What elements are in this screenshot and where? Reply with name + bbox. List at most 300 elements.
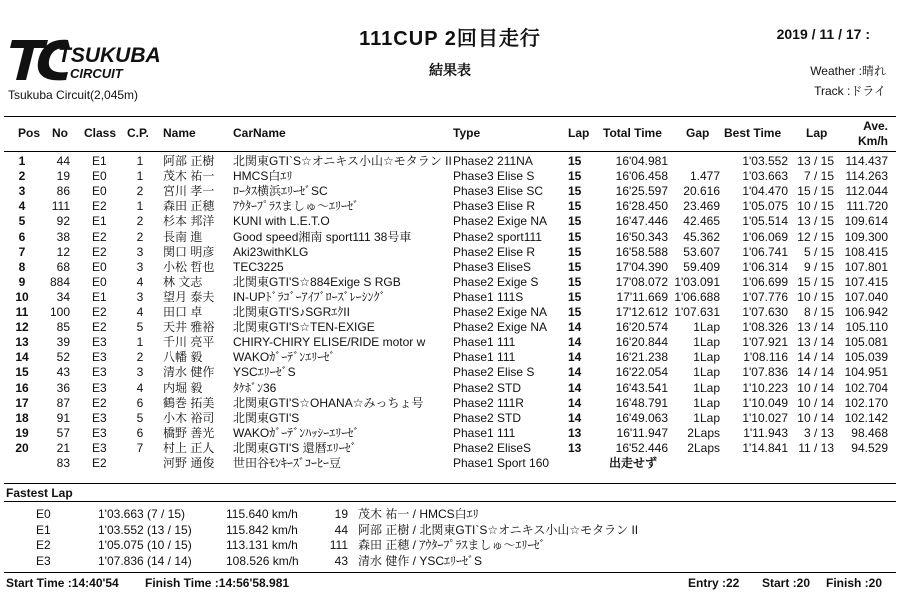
cell-no: 68 — [56, 259, 70, 274]
cell-blap: 3 / 13 — [803, 425, 834, 440]
cell-type: Phase2 Exige NA — [453, 305, 548, 319]
cell-no: 884 — [49, 274, 70, 289]
cell-lap: 14 — [568, 350, 582, 365]
cell-cls: E3 — [92, 350, 107, 365]
cell-cp: 1 — [136, 335, 144, 350]
page-subtitle: 結果表 — [429, 62, 471, 78]
cell-cls: E2 — [92, 305, 107, 319]
cell-blap: 9 / 15 — [803, 259, 834, 274]
cell-lap: 15 — [568, 289, 582, 304]
cell-best: 1'05.075 — [742, 199, 788, 214]
cell-car: WAKOｶﾞｰﾃﾞﾝﾊｯｼｰｴﾘｰｾﾞ — [233, 425, 360, 440]
cell-cls: E1 — [92, 154, 107, 168]
fastest-cell-cls: E3 — [36, 553, 51, 568]
cell-cls: E2 — [92, 395, 107, 410]
cell-total: 16'20.574 — [615, 320, 668, 335]
col-lap: Lap — [568, 126, 590, 140]
table-row — [0, 154, 900, 169]
cell-name: 森田 正穂 — [163, 199, 215, 214]
cell-gap: 1Lap — [693, 320, 720, 335]
cell-lap: 13 — [568, 425, 582, 440]
cell-type: Phase2 EliseS — [453, 440, 532, 455]
cell-car: YSCｴﾘｰｾﾞS — [233, 365, 296, 380]
cell-car: WAKOｶﾞｰﾃﾞﾝｴﾘｰｾﾞ — [233, 350, 336, 365]
cell-type: Phase2 STD — [453, 410, 522, 425]
cell-lap: 15 — [568, 244, 582, 259]
cell-lap: 14 — [568, 380, 582, 395]
cell-car: Good speed湘南 sport111 38号車 — [233, 229, 412, 244]
cell-lap: 15 — [568, 274, 582, 289]
cell-total: 16'49.063 — [615, 410, 668, 425]
cell-pos: 11 — [15, 305, 29, 319]
cell-name: 橋野 善光 — [163, 425, 215, 440]
cell-type: Phase2 211NA — [453, 154, 533, 168]
col-ave: Ave. — [863, 119, 888, 133]
cell-blap: 13 / 15 — [797, 154, 834, 168]
cell-gap: 53.607 — [683, 244, 720, 259]
fastest-lap-row — [0, 507, 900, 522]
cell-pos: 13 — [15, 335, 29, 350]
cell-gap: 59.409 — [683, 259, 720, 274]
cell-pos: 7 — [18, 244, 26, 259]
event-date: 2019 / 11 / 17 : — [776, 26, 870, 42]
cell-name: 長南 進 — [163, 229, 203, 244]
cell-gap: 42.465 — [683, 214, 720, 229]
cell-no: 44 — [56, 154, 70, 168]
cell-cp: 2 — [136, 350, 144, 365]
cell-pos: 1 — [18, 154, 26, 168]
fastest-cell-no: 43 — [334, 553, 348, 568]
cell-name: 杉本 邦洋 — [163, 214, 215, 229]
cell-total: 16'48.791 — [615, 395, 668, 410]
col-cp: C.P. — [127, 126, 149, 140]
cell-type: Phase1 111 — [453, 335, 516, 350]
cell-type: Phase1 111S — [453, 289, 524, 304]
table-row — [0, 456, 900, 471]
cell-ave: 107.801 — [844, 259, 888, 274]
table-row — [0, 305, 900, 320]
start-count: Start :20 — [762, 576, 811, 590]
cell-car: ｱｳﾀｰﾌﾟﾗｽましゅ～ｴﾘｰｾﾞ — [233, 199, 360, 214]
cell-total: 17'08.072 — [615, 274, 668, 289]
cell-gap: 1Lap — [693, 395, 720, 410]
table-row — [0, 426, 900, 441]
cell-cls: E3 — [92, 440, 107, 455]
cell-ave: 106.942 — [844, 305, 888, 319]
cell-no: 85 — [56, 320, 70, 335]
cell-pos: 16 — [15, 380, 29, 395]
cell-cls: E3 — [92, 425, 107, 440]
cell-cls: E3 — [92, 365, 107, 380]
cell-name: 関口 明彦 — [163, 244, 215, 259]
cell-name: 田口 卓 — [163, 305, 203, 319]
cell-ave: 109.614 — [844, 214, 888, 229]
cell-car: TEC3225 — [233, 259, 284, 274]
cell-cp: 2 — [136, 229, 144, 244]
cell-blap: 14 / 14 — [797, 365, 834, 380]
table-row — [0, 199, 900, 214]
cell-type: Phase2 sport111 — [453, 229, 542, 244]
col-kmh: Km/h — [858, 134, 888, 148]
col-carname: CarName — [233, 126, 286, 140]
cell-type: Phase3 Elise S — [453, 169, 535, 184]
cell-total: 16'52.446 — [615, 440, 668, 455]
cell-best: 1'10.027 — [742, 410, 788, 425]
cell-ave: 107.040 — [844, 289, 888, 304]
cell-lap: 15 — [568, 169, 582, 184]
col-name: Name — [163, 126, 196, 140]
cell-cp: 3 — [136, 365, 144, 380]
cell-name: 鶴巻 拓美 — [163, 395, 215, 410]
table-row — [0, 184, 900, 199]
cell-gap: 2Laps — [687, 440, 720, 455]
cell-car: 北関東GTI'S♪SGRｴｸII — [233, 305, 350, 319]
cell-name: 千川 亮平 — [163, 335, 215, 350]
table-row — [0, 320, 900, 335]
cell-no: 87 — [56, 395, 70, 410]
cell-no: 39 — [56, 335, 70, 350]
logo-text: TSUKUBA — [58, 44, 161, 67]
cell-cp: 1 — [136, 169, 144, 184]
cell-name: 清水 健作 — [163, 365, 215, 380]
cell-best: 1'10.223 — [742, 380, 788, 395]
cell-gap: 1'06.688 — [674, 289, 720, 304]
header-bottom-rule — [4, 151, 896, 152]
cell-lap: 14 — [568, 365, 582, 380]
table-row — [0, 441, 900, 456]
cell-total: 16'43.541 — [615, 380, 668, 395]
table-row — [0, 245, 900, 260]
cell-type: Phase2 STD — [453, 380, 522, 395]
cell-cp: 3 — [136, 259, 144, 274]
cell-gap: 1Lap — [693, 350, 720, 365]
finish-time: Finish Time :14:56'58.981 — [145, 576, 290, 590]
fastest-lap-row — [0, 523, 900, 538]
cell-ave: 104.951 — [844, 365, 888, 380]
cell-car: 北関東GTI'S 還暦ｴﾘｰｾﾞ — [233, 440, 357, 455]
cell-gap: 1'07.631 — [674, 305, 720, 319]
cell-blap: 5 / 15 — [803, 244, 834, 259]
cell-total: 16'21.238 — [615, 350, 668, 365]
cell-total: 16'04.981 — [615, 154, 668, 168]
circuit-name: Tsukuba Circuit(2,045m) — [8, 88, 139, 102]
fastest-cell-time: 1'03.663 (7 / 15) — [98, 507, 186, 521]
cell-car: 北関東GTI'S☆TEN-EXIGE — [233, 320, 375, 335]
fastest-cell-time: 1'03.552 (13 / 15) — [98, 522, 192, 537]
cell-lap: 14 — [568, 410, 582, 425]
fastest-top-rule — [4, 483, 896, 484]
fastest-cell-speed: 115.640 km/h — [226, 507, 298, 521]
cell-blap: 10 / 14 — [797, 380, 834, 395]
cell-best: 1'10.049 — [742, 395, 788, 410]
col-pos: Pos — [18, 126, 41, 140]
cell-blap: 7 / 15 — [803, 169, 834, 184]
cell-cp: 6 — [136, 395, 144, 410]
cell-no: 57 — [56, 425, 70, 440]
cell-best: 1'07.921 — [742, 335, 788, 350]
cell-name: 阿部 正樹 — [163, 154, 215, 168]
cell-no: 111 — [51, 199, 70, 214]
table-row — [0, 381, 900, 396]
cell-cls: E3 — [92, 335, 107, 350]
cell-cp: 7 — [136, 440, 144, 455]
cell-ave: 98.468 — [851, 425, 888, 440]
cell-cls: E2 — [92, 244, 107, 259]
cell-no: 92 — [56, 214, 70, 229]
cell-no: 52 — [56, 350, 70, 365]
cell-gap: 1Lap — [693, 335, 720, 350]
cell-name: 望月 泰夫 — [163, 289, 215, 304]
fastest-cell-cls: E1 — [36, 522, 51, 537]
cell-name: 内堀 毅 — [163, 380, 203, 395]
cell-best: 1'11.943 — [743, 425, 788, 440]
cell-cp: 3 — [136, 289, 144, 304]
cell-gap: 23.469 — [683, 199, 720, 214]
cell-cp: 1 — [136, 199, 144, 214]
cell-gap: 1Lap — [693, 410, 720, 425]
cell-lap: 15 — [568, 214, 582, 229]
cell-cls: E3 — [92, 410, 107, 425]
cell-type: Phase2 Exige S — [453, 274, 539, 289]
fastest-lap-row — [0, 538, 900, 553]
cell-blap: 12 / 15 — [797, 229, 834, 244]
cell-gap: 1'03.091 — [674, 274, 720, 289]
cell-cls: E3 — [92, 380, 107, 395]
table-row — [0, 169, 900, 184]
fastest-lap-row — [0, 554, 900, 569]
weather: Weather :晴れ — [810, 64, 886, 78]
cell-lap: 13 — [568, 440, 582, 455]
col-best-lap: Lap — [806, 126, 828, 140]
table-row — [0, 260, 900, 275]
cell-name: 村上 正人 — [163, 440, 215, 455]
cell-ave: 102.704 — [844, 380, 888, 395]
cell-car: 北関東GTI'S☆884Exige S RGB — [233, 274, 401, 289]
cell-no: 91 — [56, 410, 70, 425]
cell-lap: 15 — [568, 305, 582, 319]
cell-cp: 6 — [136, 425, 144, 440]
cell-ave: 105.039 — [844, 350, 888, 365]
cell-no: 100 — [49, 305, 70, 319]
cell-no: 38 — [56, 229, 70, 244]
fastest-cell-cls: E0 — [36, 507, 51, 521]
cell-best: 1'07.836 — [742, 365, 788, 380]
cell-total: 16'47.446 — [615, 214, 668, 229]
cell-blap: 10 / 14 — [797, 410, 834, 425]
cell-car: HMCS白ｴﾘ — [233, 169, 293, 184]
fastest-cell-cls: E2 — [36, 538, 51, 552]
entry-count: Entry :22 — [688, 576, 740, 590]
cell-cp: 2 — [136, 184, 144, 199]
cell-blap: 10 / 14 — [797, 395, 834, 410]
cell-total: 16'25.597 — [615, 184, 668, 199]
cell-no: 34 — [56, 289, 70, 304]
fastest-cell-no: 44 — [334, 522, 348, 537]
fastest-bottom-rule — [4, 501, 896, 502]
cell-best: 1'14.841 — [742, 440, 788, 455]
cell-ave: 107.415 — [844, 274, 888, 289]
cell-car: 北関東GTI'S☆OHANA☆みっちょ号 — [233, 395, 424, 410]
cell-name: 茂木 祐一 — [163, 169, 215, 184]
cell-cls: E2 — [92, 199, 107, 214]
col-total-time: Total Time — [603, 126, 662, 140]
fastest-cell-speed: 115.842 km/h — [226, 522, 298, 537]
table-row — [0, 290, 900, 305]
cell-type: Phase3 Elise SC — [453, 184, 544, 199]
cell-ave: 105.081 — [844, 335, 888, 350]
cell-best: 1'04.470 — [742, 184, 788, 199]
cell-cp: 4 — [136, 305, 144, 319]
cell-gap: 45.362 — [683, 229, 720, 244]
cell-no: 43 — [56, 365, 70, 380]
cell-cls: E2 — [92, 229, 107, 244]
cell-cp: 5 — [136, 320, 144, 335]
cell-blap: 8 / 15 — [803, 305, 834, 319]
table-row — [0, 335, 900, 350]
table-row — [0, 350, 900, 365]
cell-type: Phase1 111 — [453, 425, 516, 440]
cell-no: 12 — [56, 244, 70, 259]
cell-lap: 15 — [568, 199, 582, 214]
cell-gap: 20.616 — [683, 184, 720, 199]
cell-ave: 114.437 — [845, 154, 888, 168]
cell-ave: 108.415 — [844, 244, 888, 259]
cell-total: 16'06.458 — [615, 169, 668, 184]
cell-pos: 20 — [15, 440, 29, 455]
cell-type: Phase2 Exige NA — [453, 320, 548, 335]
cell-ave: 111.720 — [846, 199, 888, 214]
cell-blap: 10 / 15 — [797, 199, 834, 214]
cell-best: 1'07.630 — [742, 305, 788, 319]
cell-car: KUNI with L.E.T.O — [233, 214, 330, 229]
cell-ave: 102.170 — [844, 395, 888, 410]
cell-total: 16'50.343 — [615, 229, 668, 244]
cell-car: Aki23withKLG — [233, 244, 309, 259]
cell-type: Phase2 Elise S — [453, 365, 535, 380]
cell-cls: E0 — [92, 259, 107, 274]
cell-blap: 13 / 15 — [797, 214, 834, 229]
cell-lap: 15 — [568, 259, 582, 274]
cell-ave: 109.300 — [844, 229, 888, 244]
cell-type: Phase1 Sport 160 — [453, 456, 550, 470]
col-class: Class — [84, 126, 117, 140]
cell-cp: 5 — [136, 410, 144, 425]
cell-total: 17'11.669 — [616, 289, 668, 304]
cell-lap: 15 — [568, 184, 582, 199]
header-top-rule — [4, 116, 896, 117]
cell-best: 1'03.552 — [742, 154, 788, 168]
cell-pos: 5 — [18, 214, 26, 229]
cell-cls: E1 — [92, 289, 107, 304]
cell-best: 1'06.314 — [742, 259, 788, 274]
finish-count: Finish :20 — [826, 576, 883, 590]
cell-name: 天井 雅裕 — [163, 320, 215, 335]
cell-pos: 3 — [18, 184, 26, 199]
cell-best: 1'03.663 — [742, 169, 788, 184]
cell-pos: 6 — [18, 229, 26, 244]
cell-type: Phase3 Elise R — [453, 199, 536, 214]
cell-car: CHIRY-CHIRY ELISE/RIDE motor w — [233, 335, 426, 350]
table-row — [0, 214, 900, 229]
cell-ave: 102.142 — [844, 410, 888, 425]
cell-pos: 2 — [18, 169, 26, 184]
start-time: Start Time :14:40'54 — [6, 576, 119, 590]
cell-no: 36 — [56, 380, 70, 395]
cell-best: 1'05.514 — [742, 214, 788, 229]
cell-pos: 18 — [15, 410, 29, 425]
cell-type: Phase2 Exige NA — [453, 214, 548, 229]
fastest-cell-who: 茂木 祐一 / HMCS白ｴﾘ — [358, 507, 479, 521]
cell-total: 17'12.612 — [615, 305, 668, 319]
cell-pos: 19 — [15, 425, 29, 440]
cell-best: 1'08.116 — [743, 350, 788, 365]
cell-blap: 13 / 14 — [797, 320, 834, 335]
cell-cls: E0 — [92, 169, 107, 184]
col-no: No — [52, 126, 68, 140]
table-row — [0, 230, 900, 245]
cell-name: 宮川 孝一 — [163, 184, 215, 199]
logo-subtext: CIRCUIT — [70, 66, 123, 81]
cell-type: Phase2 Elise R — [453, 244, 536, 259]
cell-pos: 14 — [15, 350, 29, 365]
cell-lap: 14 — [568, 320, 582, 335]
cell-car: 世田谷ﾓﾝｷｰｽﾞｺｰﾋｰ豆 — [233, 456, 342, 470]
cell-total: 16'58.588 — [615, 244, 668, 259]
cell-pos: 9 — [18, 274, 26, 289]
cell-no: 21 — [56, 440, 70, 455]
cell-gap: 1.477 — [689, 169, 720, 184]
cell-pos: 4 — [18, 199, 26, 214]
cell-blap: 11 / 13 — [798, 440, 834, 455]
cell-car: 北関東GTI`S☆オニキス小山☆モタラン II — [233, 154, 452, 168]
cell-ave: 105.110 — [845, 320, 888, 335]
fastest-lap-title: Fastest Lap — [6, 486, 73, 500]
cell-name: 八幡 毅 — [163, 350, 203, 365]
cell-name: 林 文志 — [163, 274, 203, 289]
fastest-cell-who: 清水 健作 / YSCｴﾘｰｾﾞS — [358, 553, 483, 568]
cell-cls: E0 — [92, 274, 107, 289]
page-title: 111CUP 2回目走行 — [359, 28, 541, 50]
cell-gap: 2Laps — [687, 425, 720, 440]
cell-cls: E1 — [92, 214, 107, 229]
cell-total: 16'11.947 — [616, 425, 668, 440]
cell-ave: 94.529 — [851, 440, 888, 455]
cell-lap: 15 — [568, 154, 582, 168]
cell-pos: 15 — [15, 365, 29, 380]
cell-cls: E2 — [92, 456, 107, 470]
cell-blap: 15 / 15 — [797, 184, 834, 199]
cell-best: 1'08.326 — [742, 320, 788, 335]
cell-pos: 8 — [18, 259, 26, 274]
fastest-cell-speed: 113.131 km/h — [226, 538, 298, 552]
cell-cp: 1 — [136, 154, 144, 168]
track-condition: Track :ドライ — [814, 84, 886, 98]
cell-pos: 10 — [15, 289, 29, 304]
cell-gap: 1Lap — [693, 365, 720, 380]
fastest-cell-no: 111 — [329, 538, 348, 552]
cell-name: 小松 哲也 — [163, 259, 215, 274]
cell-best: 1'06.741 — [742, 244, 788, 259]
cell-cls: E0 — [92, 184, 107, 199]
fastest-cell-speed: 108.526 km/h — [226, 553, 299, 568]
cell-no: 86 — [56, 184, 70, 199]
cell-car: 北関東GTI'S — [233, 410, 300, 425]
table-row — [0, 275, 900, 290]
cell-car: ﾀｹﾎﾞﾝ36 — [233, 380, 277, 395]
cell-pos: 17 — [15, 395, 29, 410]
cell-blap: 13 / 14 — [797, 335, 834, 350]
cell-total: 16'20.844 — [615, 335, 668, 350]
